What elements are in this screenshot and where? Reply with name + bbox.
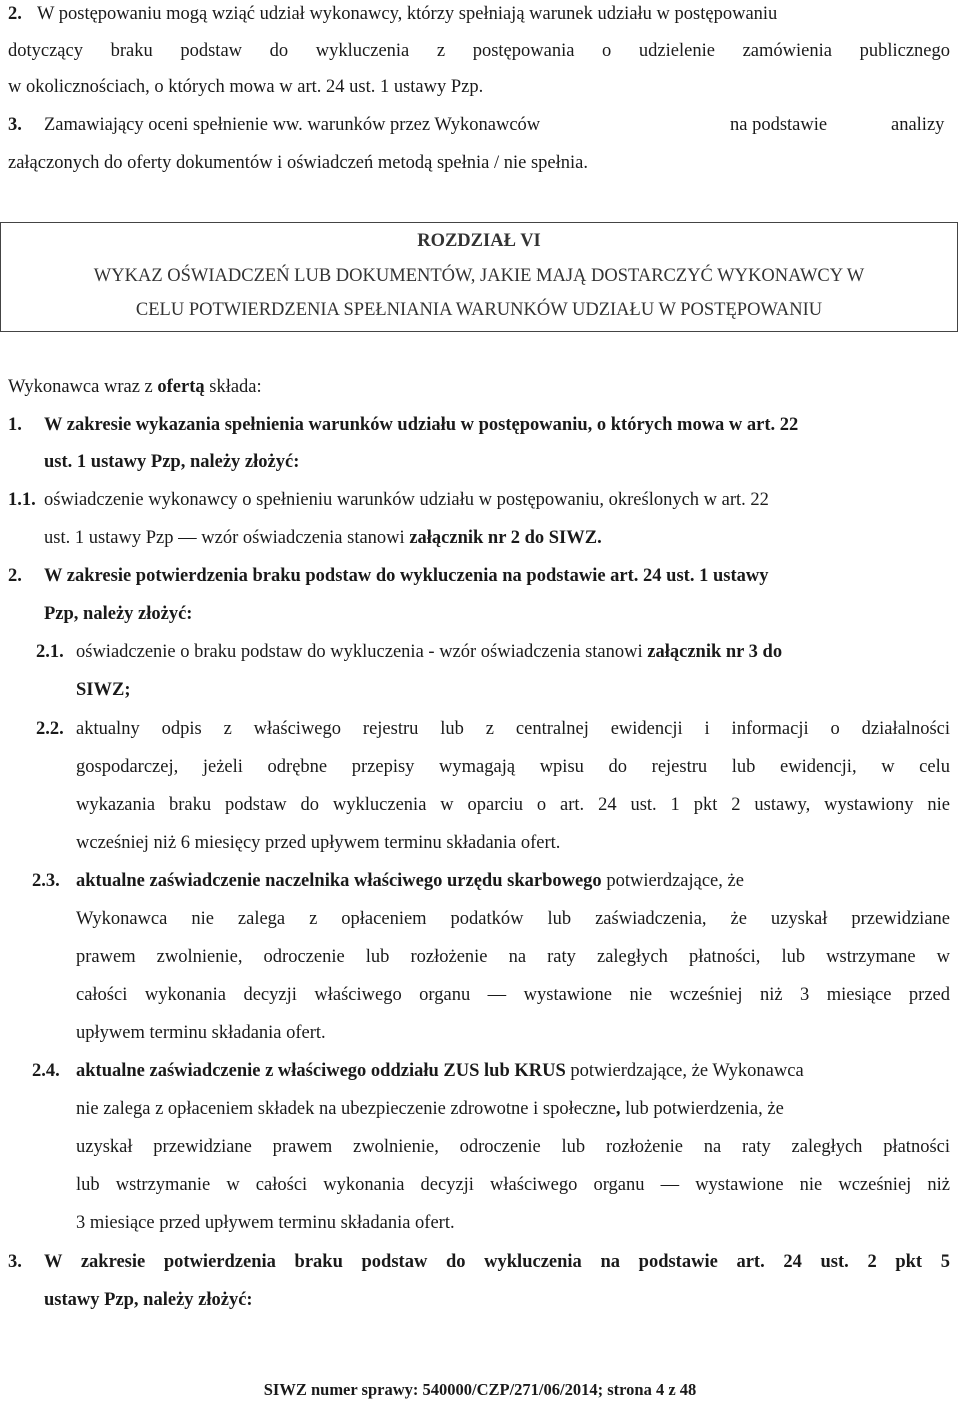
- paragraph-line: załączonych do oferty dokumentów i oświadczeń metodą spełnia / nie spełnia.: [8, 153, 588, 173]
- point-number: 2.4.: [32, 1061, 60, 1081]
- paragraph-line: upływem terminu składania ofert.: [76, 1023, 326, 1043]
- paragraph-line: W postępowaniu mogą wziąć udział wykonawcy, którzy spełniają warunek udziału w postępowaniu: [37, 4, 778, 24]
- item-number: 3.: [8, 115, 22, 135]
- paragraph-line: dotyczący braku podstaw do wykluczenia z postępowania o udzielenie zamówienia publicznego: [8, 41, 950, 61]
- paragraph-text: analizy: [891, 115, 945, 135]
- section-heading: ustawy Pzp, należy złożyć:: [44, 1290, 253, 1310]
- paragraph-line: aktualny odpis z właściwego rejestru lub z centralnej ewidencji i informacji o działalności: [76, 719, 950, 739]
- paragraph-line: Zamawiający oceni spełnienie ww. warunków przez Wykonawców: [44, 115, 541, 135]
- paragraph-line: Wykonawca nie zalega z opłaceniem podatków lub zaświadczenia, że uzyskał przewidziane: [76, 909, 950, 929]
- paragraph-text: na podstawie: [730, 115, 828, 135]
- point-number: 1.1.: [8, 490, 36, 510]
- paragraph-line: SIWZ;: [76, 680, 131, 700]
- paragraph-line: prawem zwolnienie, odroczenie lub rozłożenie na raty zaległych płatności, lub wstrzymane w: [76, 947, 950, 967]
- page-footer: SIWZ numer sprawy: 540000/CZP/271/06/2014; strona 4 z 48: [263, 1380, 697, 1399]
- paragraph-line: oświadczenie wykonawcy o spełnieniu warunków udziału w postępowaniu, określonych w art. 22: [44, 490, 769, 510]
- item-number: 2.: [8, 4, 22, 24]
- section-number: 1.: [8, 415, 22, 435]
- paragraph-line: aktualne zaświadczenie z właściwego oddziału ZUS lub KRUS potwierdzające, że Wykonawca: [76, 1061, 804, 1081]
- section-heading: W zakresie wykazania spełnienia warunków udziału w postępowaniu, o których mowa w art. 22: [44, 415, 799, 435]
- section-heading: W zakresie potwierdzenia braku podstaw do wykluczenia na podstawie art. 24 ust. 2 pkt 5: [44, 1252, 950, 1272]
- section-heading: W zakresie potwierdzenia braku podstaw do wykluczenia na podstawie art. 24 ust. 1 ustawy: [44, 566, 769, 586]
- paragraph-line: 3 miesiące przed upływem terminu składania ofert.: [76, 1213, 455, 1233]
- chapter-heading-line: WYKAZ OŚWIADCZEŃ LUB DOKUMENTÓW, JAKIE MAJĄ DOSTARCZYĆ WYKONAWCY W: [93, 266, 865, 286]
- paragraph-line: aktualne zaświadczenie naczelnika właściwego urzędu skarbowego potwierdzające, że: [76, 871, 744, 891]
- paragraph-line: wcześniej niż 6 miesięcy przed upływem terminu składania ofert.: [76, 833, 561, 853]
- paragraph-line: uzyskał przewidziane prawem zwolnienie, odroczenie lub rozłożenie na raty zaległych płatności: [76, 1137, 950, 1157]
- paragraph-line: gospodarczej, jeżeli odrębne przepisy wymagają wpisu do rejestru lub ewidencji, w celu: [76, 757, 950, 777]
- paragraph-line: lub wstrzymanie w całości wykonania decyzji właściwego organu — wystawione nie wcześniej niż: [76, 1175, 950, 1195]
- section-number: 3.: [8, 1252, 22, 1272]
- paragraph-line: w okolicznościach, o których mowa w art. 24 ust. 1 ustawy Pzp.: [8, 77, 484, 97]
- paragraph-line: całości wykonania decyzji właściwego organu — wystawione nie wcześniej niż 3 miesiące przed: [76, 985, 950, 1005]
- section-heading: ust. 1 ustawy Pzp, należy złożyć:: [44, 452, 300, 472]
- paragraph-line: nie zalega z opłaceniem składek na ubezpieczenie zdrowotne i społeczne, lub potwierdzenia, że: [76, 1099, 784, 1119]
- paragraph-line: oświadczenie o braku podstaw do wykluczenia - wzór oświadczenia stanowi załącznik nr 3 do: [76, 642, 783, 662]
- section-heading: Pzp, należy złożyć:: [44, 604, 193, 624]
- paragraph-line: wykazania braku podstaw do wykluczenia w oparciu o art. 24 ust. 1 pkt 2 ustawy, wystawiony nie: [76, 795, 950, 815]
- point-number: 2.2.: [36, 719, 64, 739]
- chapter-heading-line: CELU POTWIERDZENIA SPEŁNIANIA WARUNKÓW UDZIAŁU W POSTĘPOWANIU: [135, 300, 823, 320]
- point-number: 2.3.: [32, 871, 60, 891]
- paragraph-line: ust. 1 ustawy Pzp — wzór oświadczenia stanowi załącznik nr 2 do SIWZ.: [44, 528, 602, 548]
- section-number: 2.: [8, 566, 22, 586]
- chapter-title: ROZDZIAŁ VI: [417, 231, 541, 251]
- lead-text: Wykonawca wraz z ofertą składa:: [8, 377, 262, 397]
- point-number: 2.1.: [36, 642, 64, 662]
